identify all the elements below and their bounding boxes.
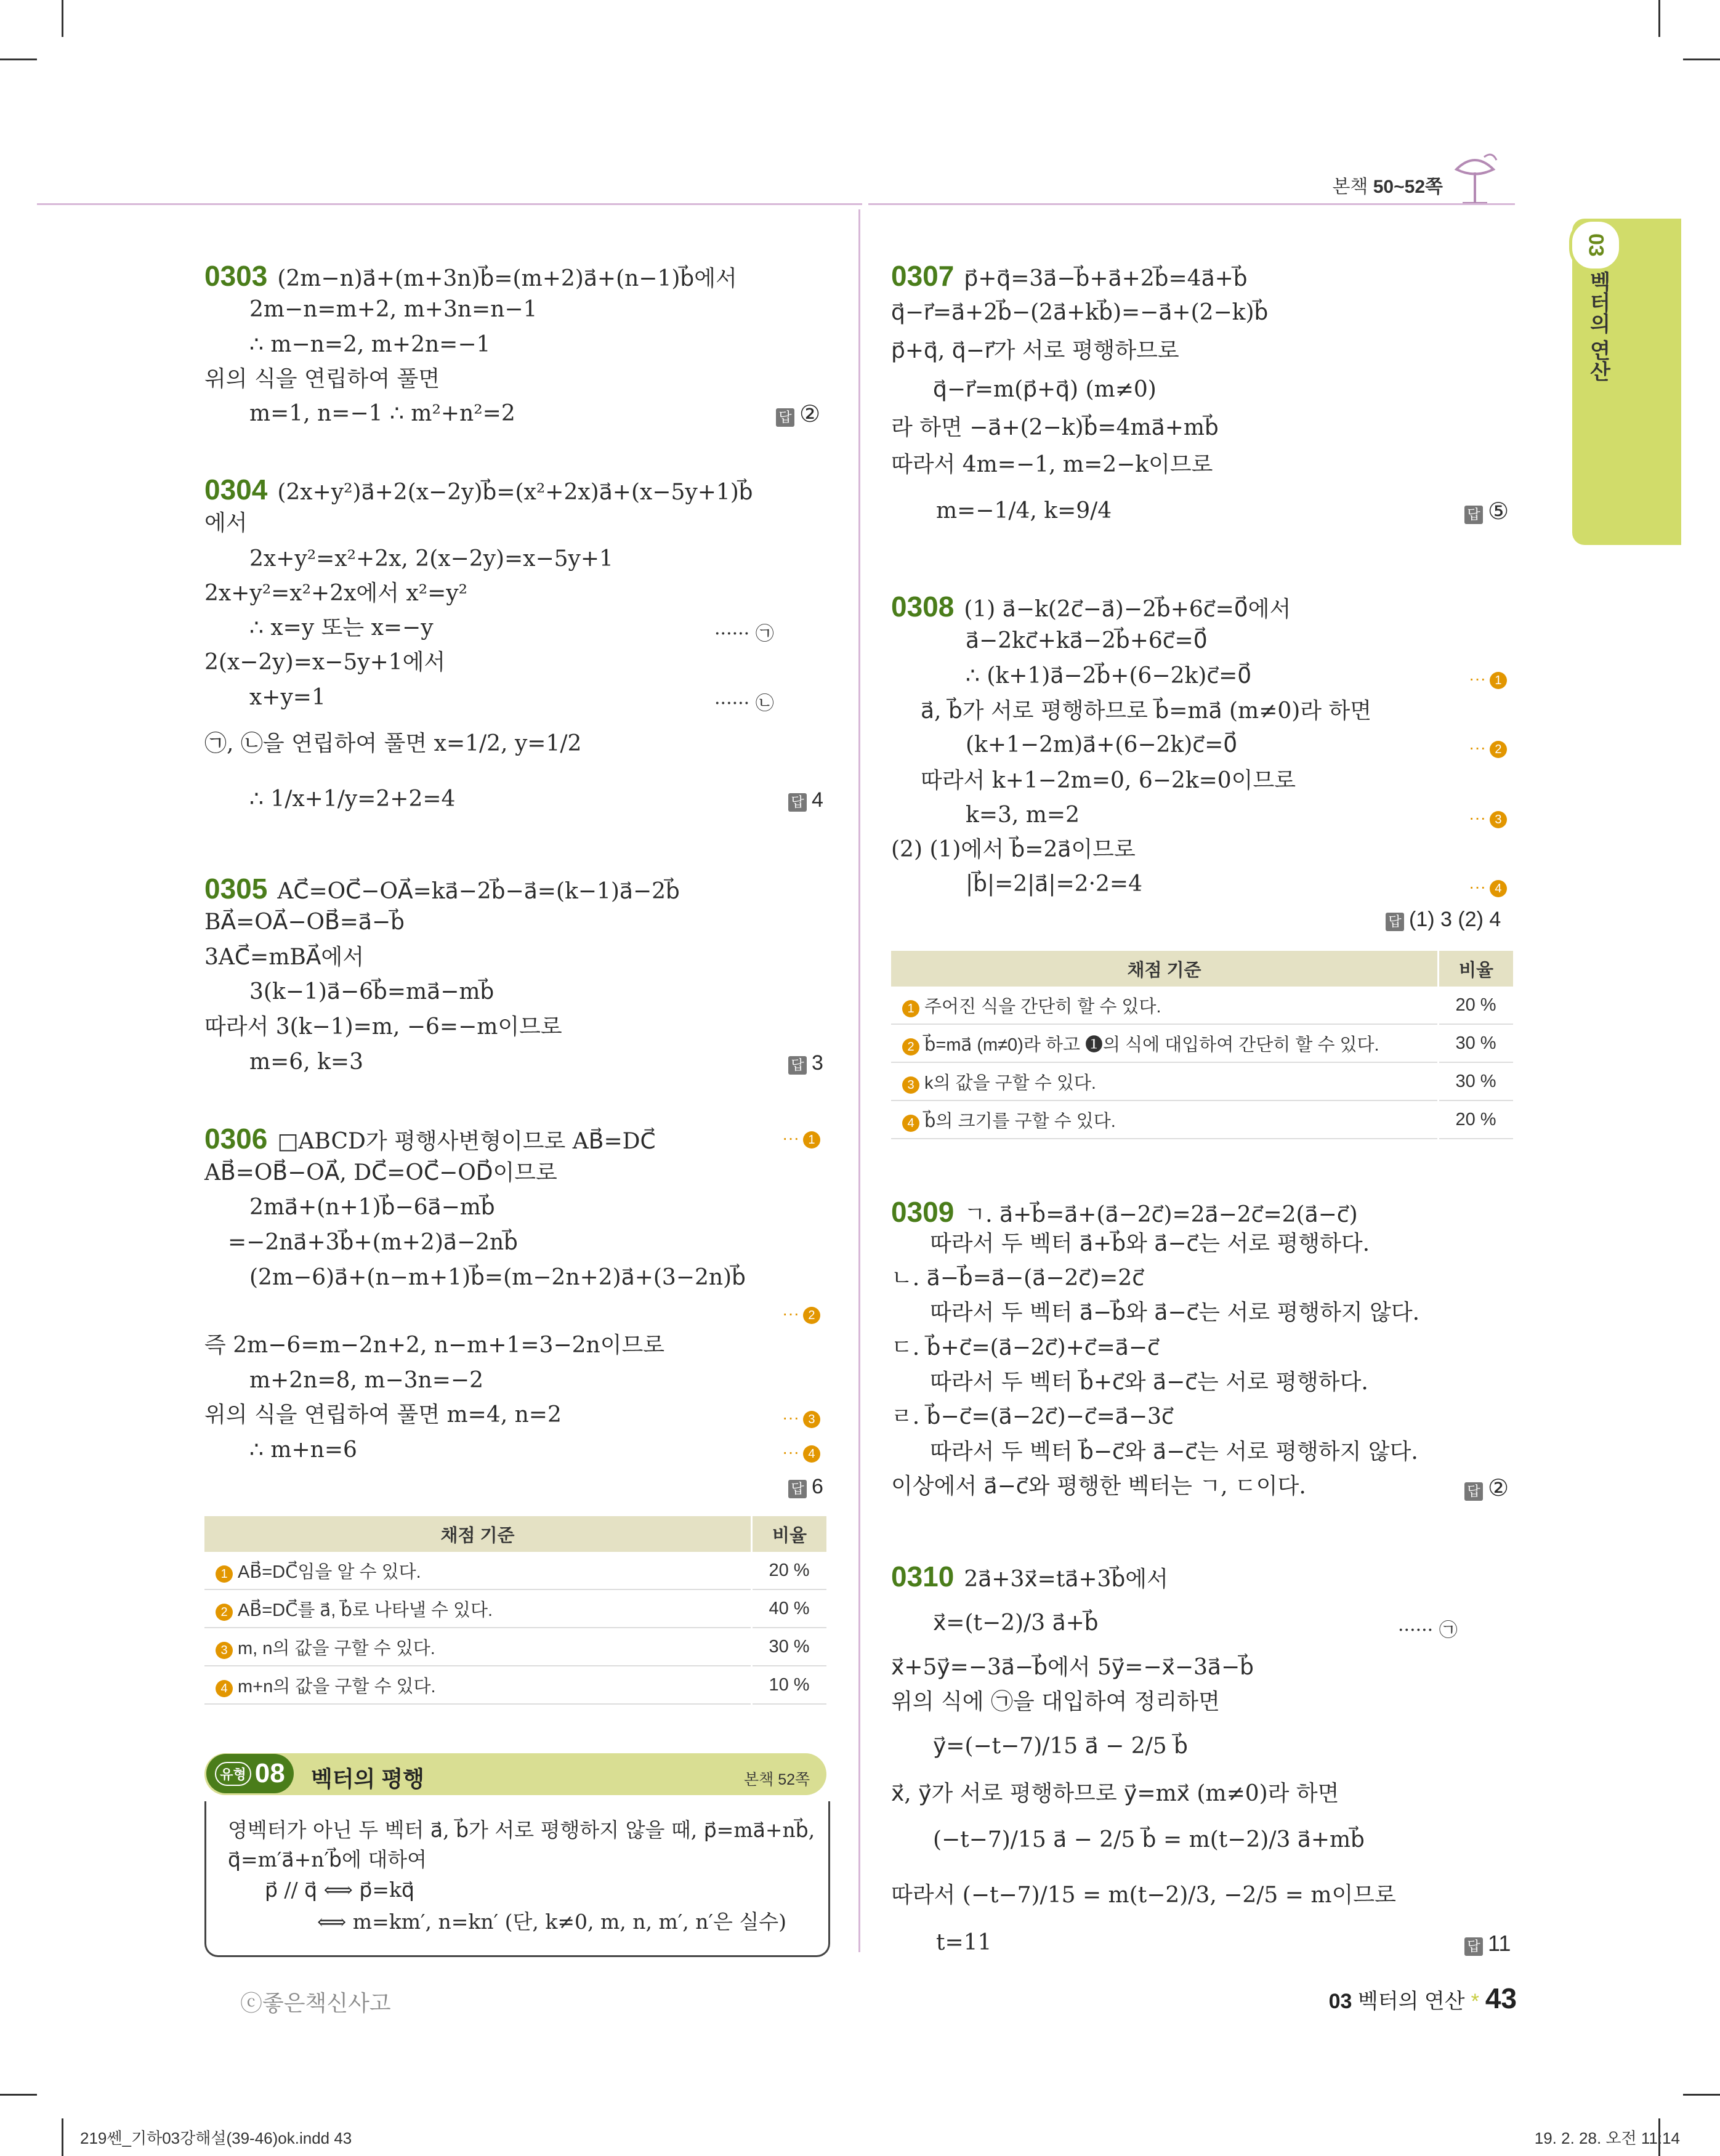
solution-line: 2a⃗+3x⃗=ta⃗+3b⃗에서 — [964, 1567, 1168, 1592]
table-row: 3 m, n의 값을 구할 수 있다. 30 % — [204, 1628, 826, 1666]
table-row: 1 AB⃗=DC⃗임을 알 수 있다. 20 % — [204, 1552, 826, 1589]
solution-line: (2x+y²)a⃗+2(x−2y)b⃗=(x²+2x)a⃗+(x−5y+1)b⃗ — [277, 480, 753, 505]
page-footer: 03 벡터의 연산 * 43 — [1328, 1982, 1517, 2014]
print-slug-file: 219쎈_기하03강해설(39-46)ok.indd 43 — [80, 2129, 352, 2147]
answer-mark-icon: 답 — [788, 1056, 807, 1075]
solution-line: 위의 식을 연립하여 풀면 — [204, 366, 440, 392]
solution-line: m=1, n=−1 ∴ m²+n²=2 — [249, 401, 515, 426]
crop-mark — [1658, 0, 1660, 37]
answer: 답 11 — [1464, 1931, 1511, 1956]
solution-line: (2m−n)a⃗+(m+3n)b⃗=(m+2)a⃗+(n−1)b⃗에서 — [277, 266, 737, 291]
solution-line: (−t−7)/15 a⃗ − 2/5 b⃗ = m(t−2)/3 a⃗+mb⃗ — [933, 1827, 1365, 1852]
solution-line: x⃗, y⃗가 서로 평행하므로 y⃗=mx⃗ (m≠0)라 하면 — [891, 1781, 1339, 1806]
chapter-number-badge: 03 — [1569, 219, 1622, 272]
table-row: 3 k의 값을 구할 수 있다. 30 % — [891, 1062, 1513, 1100]
problem-0304 — [204, 475, 753, 504]
equation-marker: ······ ㉠ — [1398, 1620, 1458, 1641]
step-marker-2: ··· 2 — [1469, 738, 1507, 758]
solution-line: x⃗+5y⃗=−3a⃗−b⃗에서 5y⃗=−x⃗−3a⃗−b⃗ — [891, 1655, 1254, 1680]
type-line: 영벡터가 아닌 두 벡터 a⃗, b⃗가 서로 평행하지 않을 때, p⃗=ma⃗+nb⃗, — [228, 1818, 815, 1842]
step-marker-1: ··· 1 — [1469, 669, 1507, 689]
answer: 답 4 — [788, 788, 823, 812]
problem-0303 — [204, 262, 737, 290]
solution-line: 따라서 두 벡터 b⃗+c⃗와 a⃗−c⃗는 서로 평행하다. — [930, 1370, 1368, 1395]
grading-header-ratio: 비율 — [1439, 951, 1514, 987]
crop-mark — [1683, 59, 1720, 60]
solution-line: ㄹ. b⃗−c⃗=(a⃗−2c⃗)−c⃗=a⃗−3c⃗ — [891, 1404, 1174, 1429]
problem-number: 0310 — [891, 1560, 955, 1593]
solution-line: ∴ (k+1)a⃗−2b⃗+(6−2k)c⃗=0⃗ — [966, 663, 1252, 688]
solution-line: p⃗+q⃗=3a⃗−b⃗+a⃗+2b⃗=4a⃗+b⃗ — [964, 266, 1248, 291]
problem-0306 — [204, 1124, 656, 1153]
equation-marker: ······ ㉡ — [714, 693, 774, 714]
solution-line: p⃗+q⃗, q⃗−r⃗가 서로 평행하므로 — [891, 338, 1179, 363]
table-row: 4 b⃗의 크기를 구할 수 있다. 20 % — [891, 1100, 1513, 1139]
problem-number: 0307 — [891, 260, 955, 292]
answer-mark-icon: 답 — [1464, 1482, 1483, 1501]
solution-line: 따라서 3(k−1)=m, −6=−m이므로 — [204, 1014, 562, 1040]
solution-line: x⃗=(t−2)/3 a⃗+b⃗ — [933, 1610, 1099, 1636]
solution-line: 라 하면 −a⃗+(2−k)b⃗=4ma⃗+mb⃗ — [891, 415, 1219, 440]
solution-line: 따라서 두 벡터 a⃗−b⃗와 a⃗−c⃗는 서로 평행하지 않다. — [930, 1300, 1420, 1325]
page-number: 43 — [1485, 1982, 1517, 2014]
type-line: p⃗ // q⃗ ⟺ p⃗=kq⃗ — [265, 1878, 414, 1902]
solution-line: 즉 2m−6=m−2n+2, n−m+1=3−2n이므로 — [204, 1333, 665, 1358]
solution-line: 따라서 k+1−2m=0, 6−2k=0이므로 — [921, 768, 1296, 793]
problem-number: 0308 — [891, 591, 955, 623]
answer: 답 ② — [1464, 1474, 1509, 1502]
answer-mark-icon: 답 — [788, 793, 807, 812]
problem-0309 — [891, 1198, 1358, 1226]
table-row: 1 주어진 식을 간단히 할 수 있다. 20 % — [891, 987, 1513, 1024]
solution-line: 2x+y²=x²+2x, 2(x−2y)=x−5y+1 — [249, 546, 613, 571]
crop-mark — [62, 0, 63, 37]
type-header-bar — [204, 1753, 826, 1795]
solution-line: 2ma⃗+(n+1)b⃗−6a⃗−mb⃗ — [249, 1195, 495, 1220]
solution-line: ∴ 1/x+1/y=2+2=4 — [249, 786, 456, 812]
problem-number: 0303 — [204, 260, 268, 292]
header-rule — [37, 203, 862, 205]
solution-line: |b⃗|=2|a⃗|=2·2=4 — [966, 871, 1142, 897]
problem-number: 0306 — [204, 1123, 268, 1155]
solution-line: (k+1−2m)a⃗+(6−2k)c⃗=0⃗ — [966, 732, 1238, 757]
solution-line: AB⃗=OB⃗−OA⃗, DC⃗=OC⃗−OD⃗이므로 — [204, 1160, 557, 1185]
chapter-side-title: 벡터의 연산 — [1586, 271, 1610, 382]
solution-line: ∴ m−n=2, m+2n=−1 — [249, 332, 491, 357]
answer-mark-icon: 답 — [1464, 1937, 1483, 1956]
problem-number: 0305 — [204, 873, 268, 905]
solution-line: ∴ m+n=6 — [249, 1437, 357, 1463]
problem-0305 — [204, 874, 680, 903]
solution-line: 따라서 4m=−1, m=2−k이므로 — [891, 452, 1213, 477]
step-marker-3: ··· 3 — [782, 1408, 820, 1428]
solution-line: ㄷ. b⃗+c⃗=(a⃗−2c⃗)+c⃗=a⃗−c⃗ — [891, 1335, 1160, 1360]
solution-line: 따라서 두 벡터 a⃗+b⃗와 a⃗−c⃗는 서로 평행하다. — [930, 1231, 1370, 1256]
satellite-icon — [1450, 145, 1500, 206]
grading-table — [891, 951, 1513, 1139]
solution-line: ㄱ. a⃗+b⃗=a⃗+(a⃗−2c⃗)=2a⃗−2c⃗=2(a⃗−c⃗) — [964, 1202, 1358, 1227]
type-title: 벡터의 평행 — [311, 1766, 424, 1791]
crop-mark — [0, 2094, 37, 2096]
solution-line: 3(k−1)a⃗−6b⃗=ma⃗−mb⃗ — [249, 979, 495, 1004]
solution-line: x+y=1 — [249, 685, 326, 710]
solution-line: 이상에서 a⃗−c⃗와 평행한 벡터는 ㄱ, ㄷ이다. — [891, 1474, 1306, 1499]
solution-line: 2(x−2y)=x−5y+1에서 — [204, 650, 446, 675]
solution-line: 2x+y²=x²+2x에서 x²=y² — [204, 581, 468, 606]
problem-number: 0304 — [204, 474, 268, 506]
table-row: 4 m+n의 값을 구할 수 있다. 10 % — [204, 1666, 826, 1704]
solution-line: =−2na⃗+3b⃗+(m+2)a⃗−2nb⃗ — [228, 1230, 519, 1255]
answer-mark-icon: 답 — [788, 1480, 807, 1498]
answer-mark-icon: 답 — [1386, 913, 1404, 931]
step-marker-4: ··· 4 — [782, 1442, 820, 1463]
type-badge: 유형 08 — [206, 1754, 294, 1793]
step-marker-4: ··· 4 — [1469, 877, 1507, 897]
solution-line: 2m−n=m+2, m+3n=n−1 — [249, 297, 538, 322]
solution-line: a⃗, b⃗가 서로 평행하므로 b⃗=ma⃗ (m≠0)라 하면 — [921, 698, 1372, 724]
type-page-reference: 본책 52쪽 — [744, 1771, 810, 1788]
solution-line: AC⃗=OC⃗−OA⃗=ka⃗−2b⃗−a⃗=(k−1)a⃗−2b⃗ — [277, 879, 680, 904]
crop-mark — [0, 59, 37, 60]
page-reference: 본책 50~52쪽 — [1332, 177, 1443, 197]
grading-header-criteria: 채점 기준 — [204, 1516, 752, 1552]
table-row: 2 AB⃗=DC⃗를 a⃗, b⃗로 나타낼 수 있다. 40 % — [204, 1589, 826, 1628]
answer: 답 (1) 3 (2) 4 — [1386, 908, 1501, 932]
step-marker-1: ··· 1 — [782, 1128, 820, 1149]
publisher-copyright: ⓒ좋은책신사고 — [240, 1990, 391, 2016]
solution-line: 따라서 두 벡터 b⃗−c⃗와 a⃗−c⃗는 서로 평행하지 않다. — [930, 1439, 1418, 1464]
solution-line: 따라서 (−t−7)/15 = m(t−2)/3, −2/5 = m이므로 — [891, 1883, 1396, 1908]
solution-line: ㉠, ㉡을 연립하여 풀면 x=1/2, y=1/2 — [204, 731, 582, 756]
solution-line: 위의 식에 ㉠을 대입하여 정리하면 — [891, 1689, 1220, 1714]
solution-line: q⃗−r⃗=a⃗+2b⃗−(2a⃗+kb⃗)=−a⃗+(2−k)b⃗ — [891, 300, 1269, 325]
solution-line: ∴ x=y 또는 x=−y — [249, 615, 434, 640]
grading-table — [204, 1516, 826, 1705]
solution-line: (2) (1)에서 b⃗=2a⃗이므로 — [891, 837, 1136, 862]
answer: 답 6 — [788, 1475, 823, 1499]
equation-marker: ······ ㉠ — [714, 623, 774, 645]
solution-line: m=6, k=3 — [249, 1049, 363, 1075]
solution-line: 3AC⃗=mBA⃗에서 — [204, 945, 364, 970]
type-line: ⟺ m=km′, n=kn′ (단, k≠0, m, n, m′, n′은 실수) — [317, 1910, 787, 1934]
solution-line: □ABCD가 평행사변형이므로 AB⃗=DC⃗ — [277, 1129, 656, 1154]
print-slug-date: 19. 2. 28. 오전 11:14 — [1534, 2129, 1680, 2147]
answer-mark-icon: 답 — [1464, 506, 1483, 524]
solution-line: (1) a⃗−k(2c⃗−a⃗)−2b⃗+6c⃗=0⃗에서 — [964, 597, 1291, 622]
solution-line: 위의 식을 연립하여 풀면 m=4, n=2 — [204, 1402, 562, 1427]
answer-mark-icon: 답 — [776, 408, 794, 427]
answer: 답 ② — [776, 400, 820, 428]
column-divider — [858, 209, 860, 1952]
step-marker-3: ··· 3 — [1469, 808, 1507, 828]
problem-0310 — [891, 1562, 1168, 1591]
solution-line: BA⃗=OA⃗−OB⃗=a⃗−b⃗ — [204, 910, 405, 935]
answer: 답 3 — [788, 1051, 823, 1075]
grading-header-criteria: 채점 기준 — [891, 951, 1439, 987]
solution-line: q⃗−r⃗=m(p⃗+q⃗) (m≠0) — [933, 377, 1157, 402]
solution-line: ㄴ. a⃗−b⃗=a⃗−(a⃗−2c⃗)=2c⃗ — [891, 1266, 1145, 1291]
solution-line: m=−1/4, k=9/4 — [936, 498, 1112, 523]
solution-line: y⃗=(−t−7)/15 a⃗ − 2/5 b⃗ — [933, 1734, 1188, 1759]
solution-line: m+2n=8, m−3n=−2 — [249, 1368, 483, 1393]
crop-mark — [62, 2118, 63, 2156]
grading-header-ratio: 비율 — [752, 1516, 827, 1552]
step-marker-2: ··· 2 — [782, 1304, 820, 1324]
header-rule — [868, 203, 1515, 205]
crop-mark — [1683, 2094, 1720, 2096]
problem-number: 0309 — [891, 1196, 955, 1228]
solution-line: 에서 — [204, 511, 248, 536]
table-row: 2 b⃗=ma⃗ (m≠0)라 하고 ❶의 식에 대입하여 간단히 할 수 있다. 30 % — [891, 1024, 1513, 1062]
solution-line: t=11 — [936, 1930, 992, 1955]
problem-0308 — [891, 592, 1291, 621]
answer: 답 ⑤ — [1464, 498, 1509, 525]
solution-line: (2m−6)a⃗+(n−m+1)b⃗=(m−2n+2)a⃗+(3−2n)b⃗ — [249, 1265, 746, 1290]
problem-0307 — [891, 262, 1248, 290]
star-icon: * — [1471, 1990, 1479, 2013]
solution-line: a⃗−2kc⃗+ka⃗−2b⃗+6c⃗=0⃗ — [966, 628, 1208, 653]
solution-line: k=3, m=2 — [966, 802, 1080, 828]
type-line: q⃗=m′a⃗+n′b⃗에 대하여 — [228, 1847, 427, 1871]
